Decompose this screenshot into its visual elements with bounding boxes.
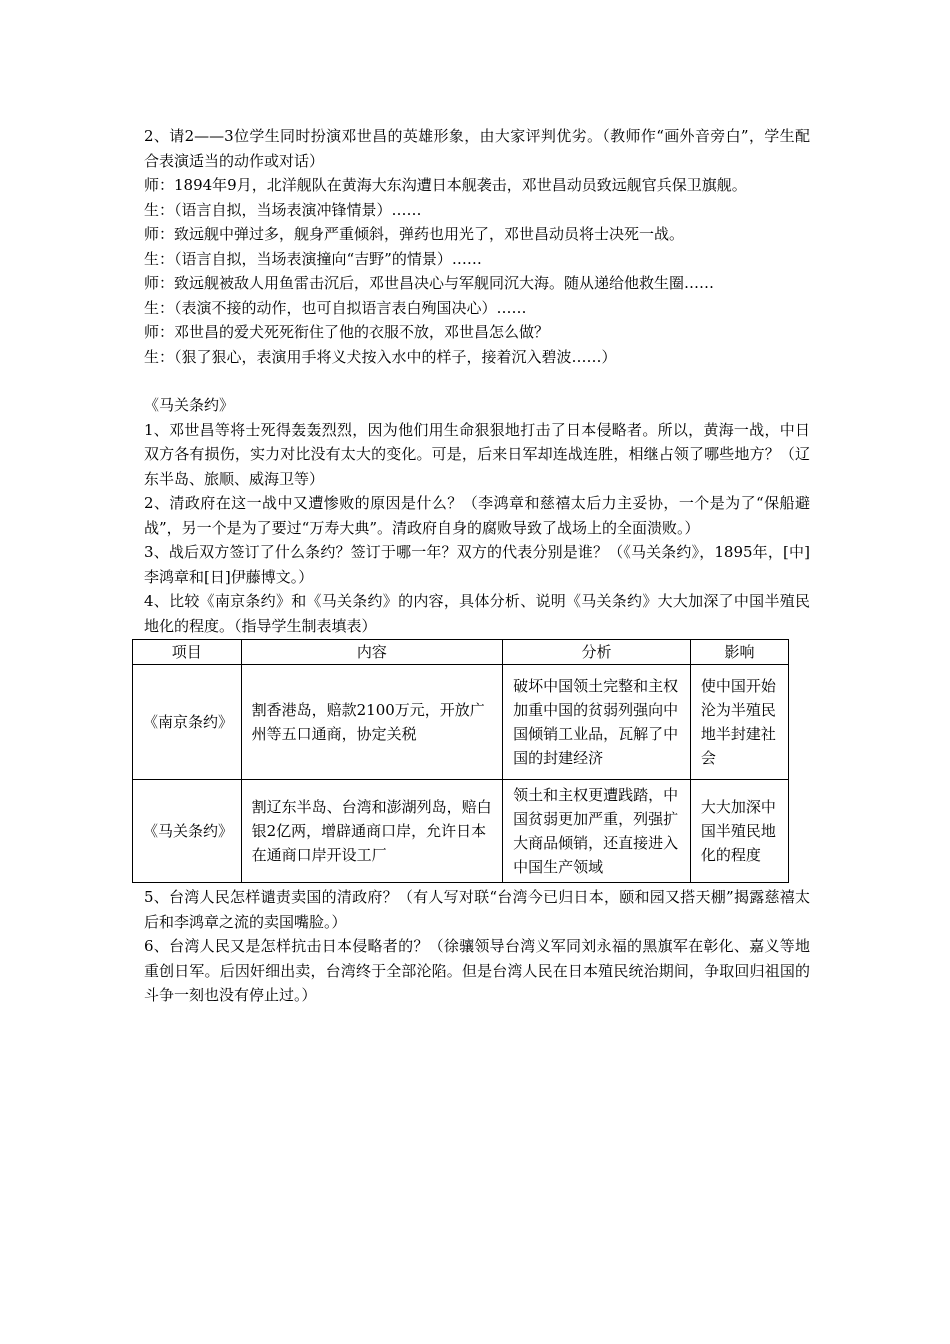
- treaty-comparison-table: [132, 639, 789, 883]
- cell-impact: 使中国开始沦为半殖民地半封建社会: [690, 665, 788, 780]
- section-gap: [144, 369, 810, 393]
- question-3: 3、战后双方签订了什么条约？签订于哪一年？双方的代表分别是谁？（《马关条约》，1895年，[中]李鸿章和[日]伊藤博文。）: [144, 543, 810, 586]
- section-title: 《马关条约》: [144, 396, 235, 414]
- header-impact: 影响: [690, 640, 788, 665]
- question-4: 4、比较《南京条约》和《马关条约》的内容，具体分析、说明《马关条约》大大加深了中国半殖民地化的程度。（指导学生制表填表）: [144, 592, 810, 635]
- table-row: [133, 780, 789, 883]
- question-1: 1、邓世昌等将士死得轰轰烈烈，因为他们用生命狠狠地打击了日本侵略者。所以，黄海一战，中日双方各有损伤，实力对比没有太大的变化。可是，后来日军却连战连胜，相继占领了哪些地方？（辽东半岛、旅顺、威海卫等）: [144, 420, 810, 488]
- cell-item: 《马关条约》: [133, 780, 242, 883]
- dialogue-line: 生：（语言自拟，当场表演撞向“吉野”的情景）……: [144, 249, 482, 268]
- question-6: 6、台湾人民又是怎样抗击日本侵略者的？（徐骧领导台湾义军同刘永福的黑旗军在彰化、嘉义等地重创日军。后因奸细出卖，台湾终于全部沦陷。但是台湾人民在日本殖民统治期间，争取回归祖国的斗争一刻也没有停止过。）: [144, 937, 810, 1004]
- cell-content: 割香港岛，赔款2100万元，开放广州等五口通商，协定关税: [241, 665, 503, 780]
- cell-item: 《南京条约》: [133, 665, 242, 780]
- cell-content: 割辽东半岛、台湾和澎湖列岛，赔白银2亿两，增辟通商口岸，允许日本在通商口岸开设工厂: [241, 780, 503, 883]
- cell-impact: 大大加深中国半殖民地化的程度: [690, 780, 788, 883]
- document-body: [144, 124, 810, 1008]
- dialogue-line: 生：（语言自拟，当场表演冲锋情景）……: [144, 200, 422, 219]
- question-5: 5、台湾人民怎样谴责卖国的清政府？（有人写对联“台湾今已归日本，颐和园又搭天棚”揭露慈禧太后和李鸿章之流的卖国嘴脸。）: [144, 888, 810, 931]
- table-row: [133, 665, 789, 780]
- header-content: 内容: [241, 640, 503, 665]
- dialogue-line: 师：1894年9月，北洋舰队在黄海大东沟遭日本舰袭击，邓世昌动员致远舰官兵保卫旗舰。: [144, 176, 747, 194]
- cell-analysis: 破坏中国领土完整和主权加重中国的贫弱列强向中国倾销工业品，瓦解了中国的封建经济: [503, 665, 691, 780]
- table-header-row: [133, 640, 789, 665]
- dialogue-line: 师：邓世昌的爱犬死死衔住了他的衣服不放，邓世昌怎么做？: [144, 323, 550, 341]
- roleplay-intro: 2、请2——3位学生同时扮演邓世昌的英雄形象，由大家评判优劣。（教师作“画外音旁白”，学生配合表演适当的动作或对话）: [144, 127, 810, 170]
- dialogue-line: 师：致远舰被敌人用鱼雷击沉后，邓世昌决心与军舰同沉大海。随从递给他救生圈……: [144, 274, 715, 292]
- dialogue-line: 师：致远舰中弹过多，舰身严重倾斜，弹药也用光了，邓世昌动员将士决死一战。: [144, 225, 685, 243]
- cell-analysis: 领土和主权更遭践踏，中国贫弱更加严重，列强扩大商品倾销，还直接进入中国生产领域: [503, 780, 691, 883]
- dialogue-line: 生：（狠了狠心，表演用手将义犬按入水中的样子，接着沉入碧波……）: [144, 347, 617, 366]
- header-analysis: 分析: [503, 640, 691, 665]
- question-2: 2、清政府在这一战中又遭惨败的原因是什么？（李鸿章和慈禧太后力主妥协，一个是为了“保船避战”，另一个是为了要过“万寿大典”。清政府自身的腐败导致了战场上的全面溃败。）: [144, 494, 810, 537]
- dialogue-line: 生：（表演不接的动作，也可自拟语言表白殉国决心）……: [144, 298, 527, 317]
- header-item: 项目: [133, 640, 242, 665]
